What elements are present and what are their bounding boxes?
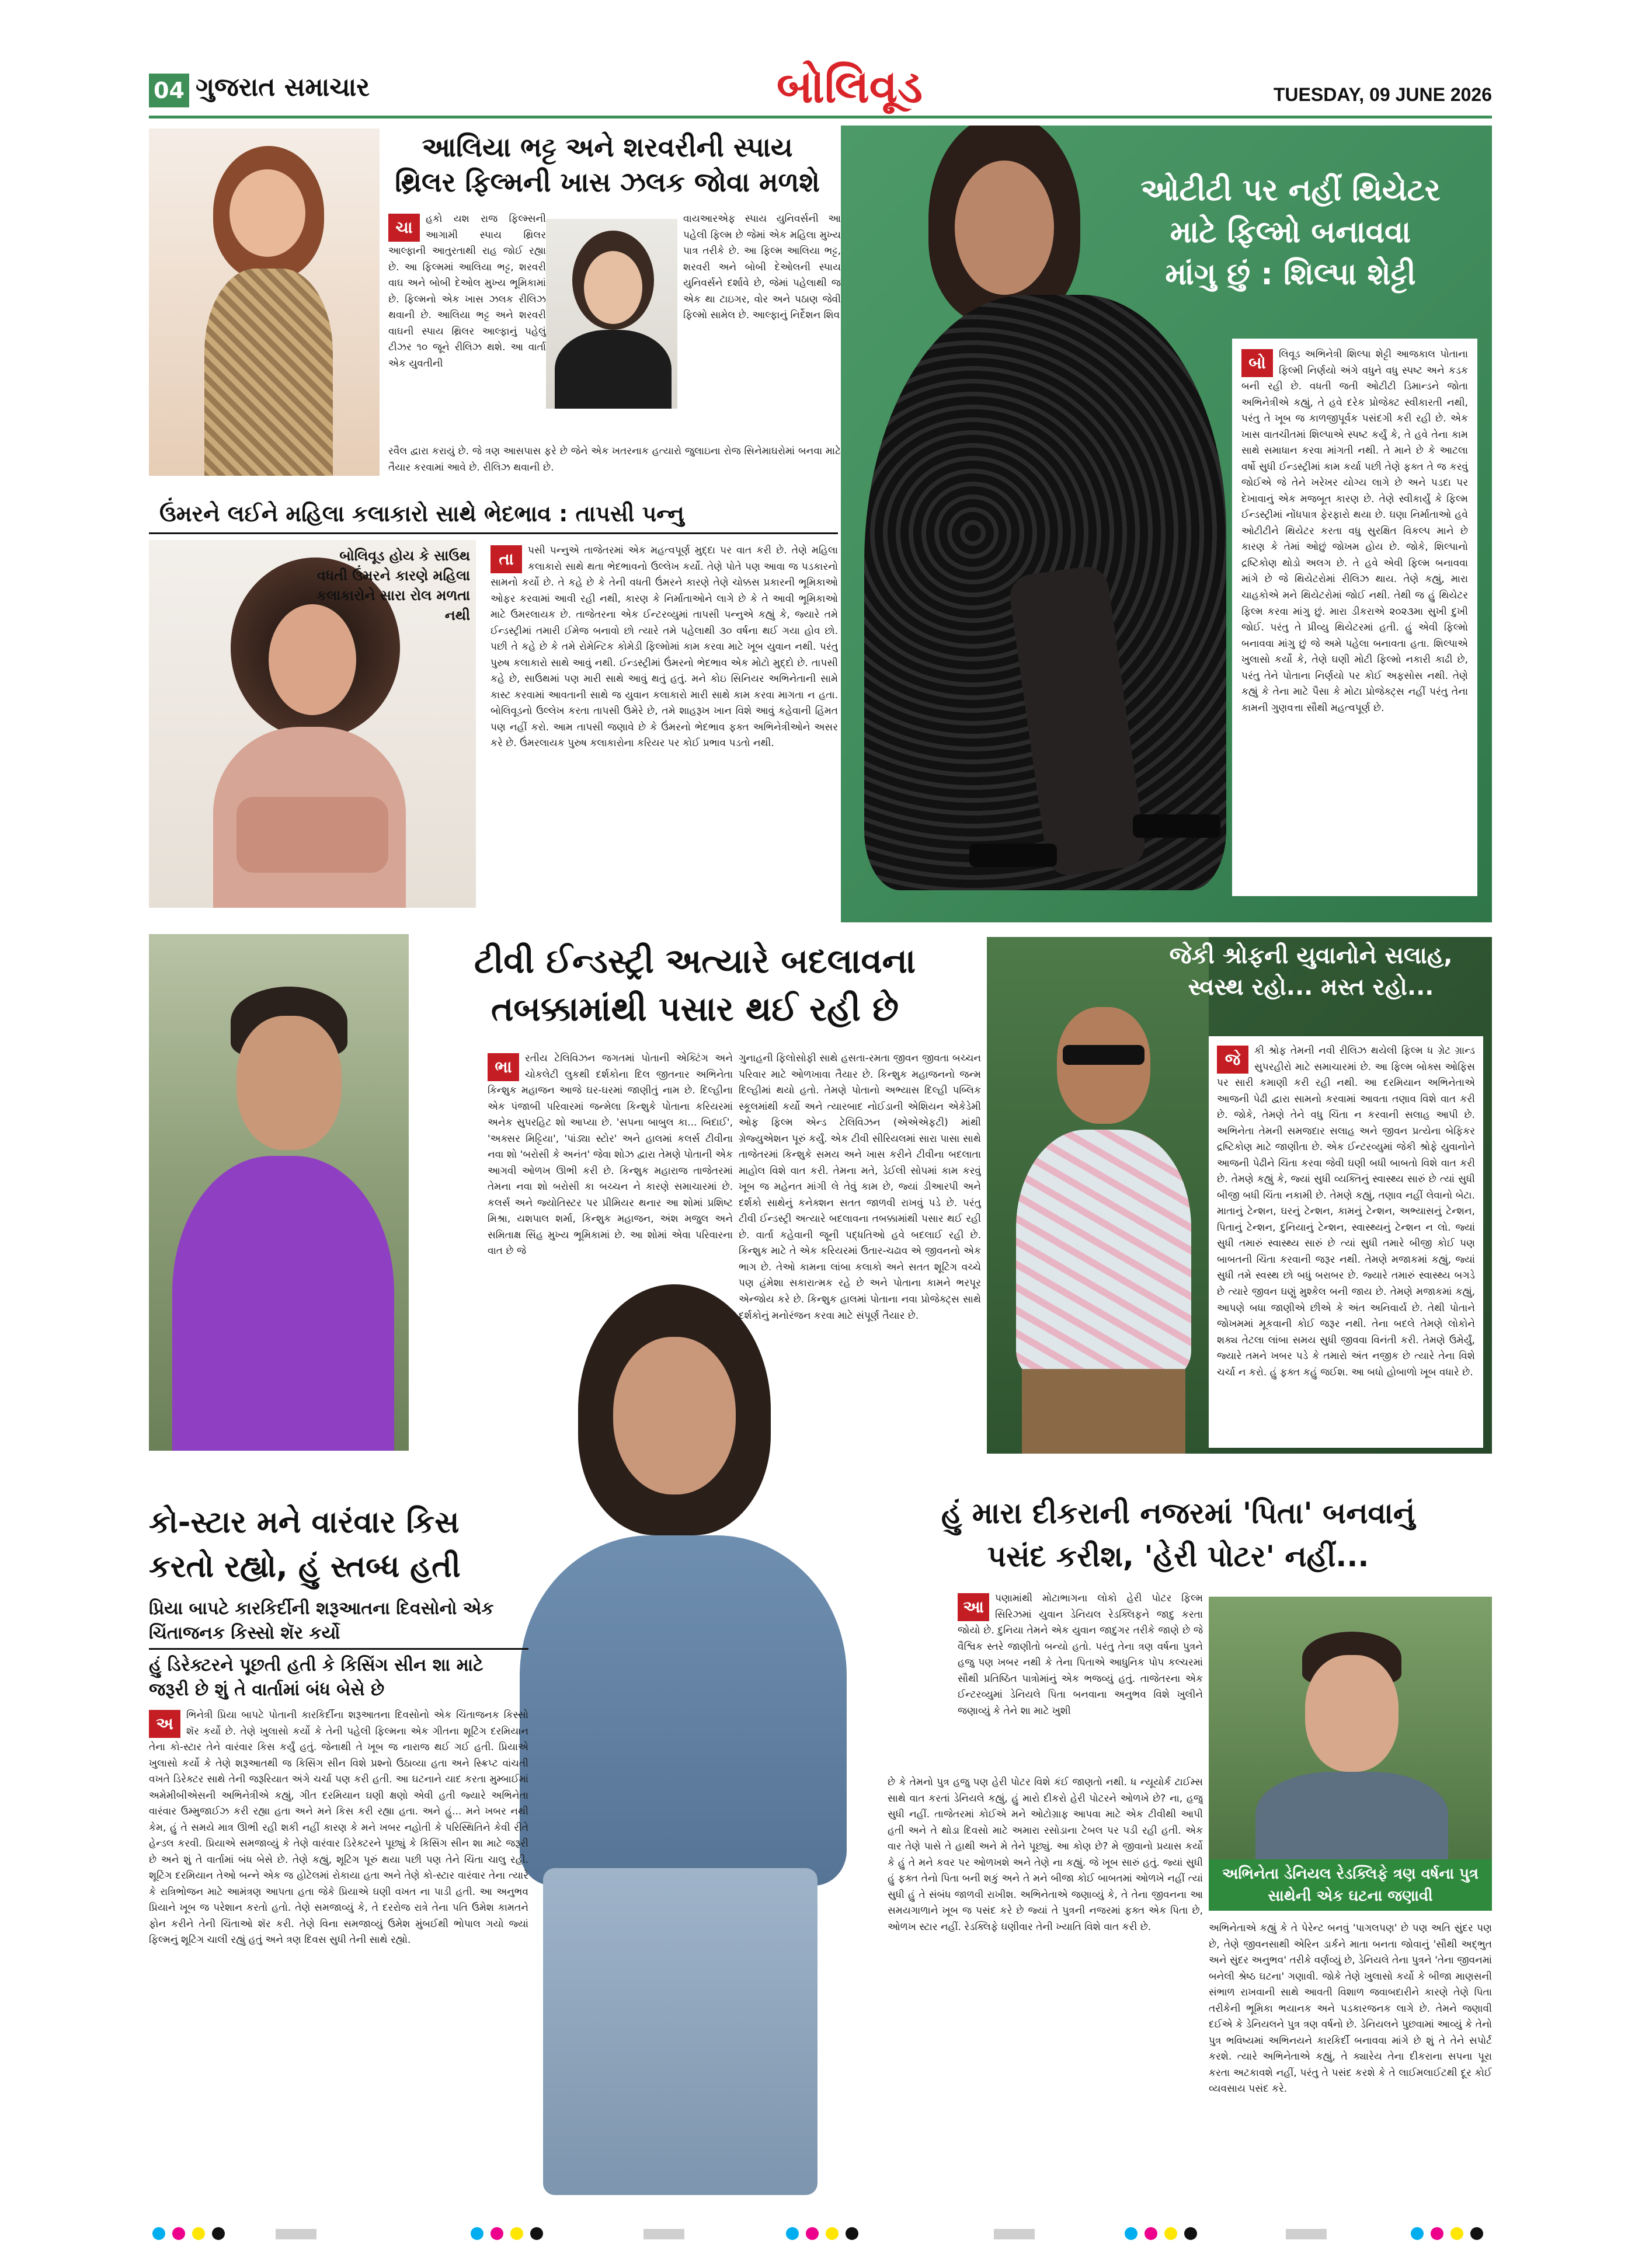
priya-headline-line2: કરતો રહ્યો, હું સ્તબ્ધ હતી [149, 1549, 461, 1584]
registration-marks-mid-left [467, 2227, 547, 2242]
alia-article-bottom [388, 444, 841, 485]
daniel-headline [864, 1492, 1492, 1578]
color-bar-4 [1285, 2229, 1328, 2242]
shilpa-article [1232, 339, 1477, 896]
registration-marks-left [149, 2227, 228, 2242]
priya-subhead: હું ડિરેક્ટરને પૂછતી હતી કે કિસિંગ સીન શા માટે જરૂરી છે શું તે વાર્તામાં બંધ બેસે છે [149, 1655, 483, 1700]
alia-body-1: હકો યશ રાજ ફિલ્મ્સની આગામી સ્પાય થ્રિલર આલ્ફાની આતુરતાથી રાહ જોઈ રહ્યા છે. આ ફિલ્મમાં આલિયા ભટ્ટ, શરવરી વાઘ અને બોબી દેઓલ મુખ્ય ભૂમિકામાં છે. ફિલ્મનો એક ખાસ ઝલક રીલિઝ થવાની છે. આલિયા ભટ્ટ અને શરવરી વાઘની સ્પાય થ્રિલર આલ્ફાનું પહેલું ટીઝર ૧૦ જૂને રીલિઝ થશે. આ વાર્તા એક યુવતીની [388, 213, 546, 370]
daniel-article-col2 [888, 1775, 1203, 2110]
daniel-dropcap: આ [958, 1593, 989, 1621]
alia-headline-line2: થ્રિલર ફિલ્મની ખાસ ઝલક જોવા મળશે [395, 166, 820, 198]
daniel-photo [1209, 1597, 1492, 1859]
priya-deck-rule [149, 1648, 528, 1650]
shilpa-body: લિવૂડ અભિનેત્રી શિલ્પા શેટ્ટી આજકાલ પોતાના ફિલ્મી નિર્ણયો અંગે વધુને વધુ સ્પષ્ટ અને કડક બની રહી છે. વધતી જતી ઓટીટી ડિમાન્ડને જોતા અભિનેત્રીએ કહ્યું, તે હવે દરેક પ્રોજેક્ટ સ્વીકારતી નથી, પરંતુ તે ખૂબ જ કાળજીપૂર્વક પસંદગી કરી રહી છે. એક ખાસ વાતચીતમાં શિલ્પાએ સ્પષ્ટ કર્યું કે, તે હવે તેના કામ સાથે સમાધાન કરવા માંગતી નથી. તે માને છે કે આટલા વર્ષો સુધી ઈન્ડસ્ટ્રીમાં કામ કર્યા પછી તેણે ફક્ત તે જ કરવું જોઈએ જે તેને ખરેખર યોગ્ય લાગે છે અને પડદા પર દેખાવાનું એક મજબૂત કારણ છે. તેણે સ્વીકાર્યું કે ફિલ્મ ઈન્ડસ્ટ્રીમાં નોંધપાત્ર ફેરફારો થયા છે. ઘણા નિર્માતાઓ હવે ઓટીટીને થિયેટર કરતા વધુ સુરક્ષિત વિકલ્પ માને છે કારણ કે તેમાં ઓછું જોખમ હોય છે. જોકે, શિલ્પાનો દ્રષ્ટિકોણ થોડો અલગ છે. તે હવે એવી ફિલ્મ બનાવવા માંગે છે જે થિયેટરોમાં રીલિઝ થાય. તેણે કહ્યું, મારા ચાહકોએ મને થિયેટરોમાં જોઈ નથી. તેથી જ હું થિયેટર ફિલ્મ કરવા માંગુ છું. મારા ડીકરાએ ૨૦૨૩મા સુખી દુખી જોઈ. પરંતુ તે પ્રીવ્યુ થિયેટરમાં હતી. હું એવી ફિલ્મો બનાવવા માંગુ છું જે અમે પહેલા બનાવતા હતા. શિલ્પાએ ખુલાસો કર્યો કે, તેણે ઘણી મોટી ફિલ્મો નકારી કાઢી છે, પરંતુ તેને પોતાના નિર્ણયો પર કોઈ અફસોસ નથી. તેણે કહ્યું કે તેના માટે પૈસા કે મોટા પ્રોજેક્ટ્સ નહીં પરંતુ તેના કામની ગુણવત્તા સૌથી મહત્વપૂર્ણ છે. [1241, 349, 1468, 714]
daniel-photo-caption: અભિનેતા ડેનિયલ રેડક્લિફે ત્રણ વર્ષના પુત્ર સાથેની એક ઘટના જણાવી [1209, 1859, 1492, 1911]
daniel-article-col1 [958, 1591, 1203, 1772]
tv-headline-line1: ટીવી ઈન્ડસ્ટ્રી અત્યારે બદલાવના [474, 941, 916, 981]
header-rule [149, 116, 1492, 119]
shilpa-headline [1104, 169, 1477, 295]
alia-article-col1 [388, 211, 546, 445]
jackie-body: કી શ્રોફ તેમની નવી રીલિઝ થયેલી ફિલ્મ ધ ગ્રેટ ગ્રાન્ડ સુપરહીરો માટે સમાચારમાં છે. આ ફિલ્મ બોક્સ ઓફિસ પર સારી કમાણી કરી રહી નથી. આ દરમિયાન અભિનેતાએ આજની પેઢી દ્વારા સામનો કરવામાં આવતા તણાવ વિશે વાત કરી છે. જોકે, તેમણે તેને વધુ ચિંતા ન કરવાની સલાહ આપી છે. અભિનેતા તેમની સમજદાર સલાહ અને જીવન પ્રત્યેના બેફિકર દ્રષ્ટિકોણ માટે જાણીતા છે. એક ઈન્ટરવ્યુમાં જેકી શ્રોફે યુવાનોને આજની પેઢીને ચિંતા કરવા જેવી ઘણી બધી બાબતો વિશે વાત કરી છે. તેમણે કહ્યું કે, જ્યાં સુધી વ્યક્તિનું સ્વાસ્થ્ય સારું છે ત્યાં સુધી બીજી બધી ચિંતા નકામી છે. તેમણે કહ્યું, તણાવ નહીં લેવાનો બેટા. માતાનું ટેન્શન, ઘરનું ટેન્શન, કામનું ટેન્શન, અભ્યાસનું ટેન્શન, પિતાનું ટેન્શન, દુનિયાનું ટેન્શન, સ્વાસ્થ્યનું ટેન્શન ન લો. જ્યાં સુધી તમારું સ્વાસ્થ્ય સારું છે ત્યાં સુધી તમારે બીજી કોઈ પણ બાબતની ચિંતા કરવાની જરૂર નથી. તેમણે મજાકમાં કહ્યું, જ્યાં સુધી તમે સ્વસ્થ છો બધું બરાબર છે. જ્યારે તમારું સ્વાસ્થ્ય બગડે છે ત્યારે જીવન ઘણું મુશ્કેલ બની જાય છે. તેમણે મજાકમાં કહ્યું, આપણે બધા જાણીએ છીએ કે અંત અનિવાર્ય છે. તેથી પોતાને જોખમમાં મૂકવાની કોઈ જરૂર નથી. તેના બદલે તેમણે લોકોને શક્ય તેટલા લાંબા સમય સુધી જીવવા વિનંતી કરી. તેમણે ઉમેર્યું, જ્યારે તમને ખબર પડે કે તમારો અંત નજીક છે ત્યારે તેના વિશે ચર્ચા ન કરો. હું ફક્ત કહું જઈશ. આ બધો હોબાળો ખૂબ વધારે છે. [1217, 1045, 1475, 1378]
taapsee-dropcap: તા [491, 545, 522, 573]
alia-headline-line1: આલિયા ભટ્ટ અને શરવરીની સ્પાય [422, 131, 793, 163]
tv-dropcap: ભા [488, 1053, 519, 1081]
kinshuk-photo [149, 934, 409, 1451]
alia-photo [546, 219, 677, 409]
issue-date: TUESDAY, 09 JUNE 2026 [1273, 84, 1492, 105]
taapsee-pull-quote: બોલિવૂડ હોય કે સાઉથ વધતી ઉંમરને કારણે મહિલા કલાકારોને સારા રોલ મળતા નથી [316, 548, 470, 623]
priya-body: ભિનેત્રી પ્રિયા બાપટે પોતાની કારકિર્દીના શરૂઆતના દિવસોનો એક ચિંતાજનક કિસ્સો શૅર કર્યો છે. તેણે ખુલાસો કર્યો કે તેની પહેલી ફિલ્મના એક ગીતના શૂટિંગ દરમિયાન તેના કો-સ્ટાર તેને વારંવાર કિસ કર્યું હતું. જેનાથી તે ખૂબ જ નારાજ થઈ ગઈ હતી. પ્રિયાએ ખુલાસો કર્યો કે તેણે શરૂઆતથી જ કિસિંગ સીન વિશે પ્રશ્નો ઉઠાવ્યા હતા અને સ્ક્રિપ્ટ વાંચતી વખતે ડિરેક્ટર સાથે તેની જરૂરિયાત અંગે ચર્ચા પણ કરી હતી. આ ઘટનાને યાદ કરતા મુમ્બાઈમાં અમેમીબીએસની અભિનેત્રીએ કહ્યું, ગીત દરમિયાન ઘણી ક્ષણો એવી હતી જ્યારે અભિનેતા વારંવાર ઉમ્મુજાઈઝ કરી રહ્યા હતા અને મને કિસ કરી રહ્યા હતા. અને હું... મને ખબર નથી કેમ, હું તે સમયે માત્ર ઊભી રહી શકી નહીં કારણ કે મને ખબર નહોતી કે પરિસ્થિતિને કેવી રીતે હેન્ડલ કરવી. પ્રિયાએ સમજાવ્યું કે તેણે વારંવાર ડિરેક્ટરને પૂછ્યું કે કિસિંગ સીન શા માટે જરૂરી છે અને શું તે વાર્તામાં બંધ બેસે છે. તેણે કહ્યું, શૂટિંગ પૂરું થયા પછી પણ તેને ચિંતા ચાલુ રહી. શૂટિંગ દરમિયાન તેઓ બન્ને એક જ હોટેલમાં રોકાયા હતા અને તેણે કો-સ્ટાર વારંવાર તેના ત્યારે કે રાત્રિભોજન માટે આમંત્રણ આપતા હતા જેકે પ્રિયાએ ઘણી વખત ના પાડી હતી. આ અનુભવ પ્રિયાને ખૂબ જ પરેશાન કરતો હતો. તેણે સમજાવ્યું કે, તે દરરોજ રાત્રે તેના પતિ ઉમેશ કામતને ફોન કરીને તેની ચિંતાઓ શૅર કરી. તેણે વિના સમજાવ્યું ઉમેશ મુંબઈથી ભોપાલ ગયો જ્યાં ફિલ્મનું શૂટિંગ ચાલી રહ્યું હતું અને ત્રણ દિવસ સુધી તેની સાથે રહ્યો. [149, 1709, 528, 1946]
tv-headline-line2: તબક્કામાંથી પસાર થઈ રહી છે [491, 989, 899, 1029]
jackie-headline-line2: સ્વસ્થ રહો... મસ્ત રહો... [1188, 974, 1434, 1001]
alia-dropcap: ચા [388, 214, 420, 242]
registration-marks-far-right [1407, 2227, 1487, 2242]
priya-deck: પ્રિયા બાપટે કારકિર્દીની શરૂઆતના દિવસોનો એક ચિંતાજનક કિસ્સો શૅર કર્યો [149, 1598, 494, 1643]
masthead [149, 61, 1492, 116]
jackie-headline-line1: જેકી શ્રોફની યુવાનોને સલાહ, [1169, 942, 1453, 969]
newspaper-name: ગુજરાત સમાચાર [196, 72, 370, 102]
color-bar-2 [642, 2229, 686, 2242]
alia-body-2: વાયઆરએફ સ્પાય યુનિવર્સની આ પહેલી ફિલ્મ છે જેમાં એક મહિલા મુખ્ય પાત્ર તરીકે છે. આ ફિલ્મ આલિયા ભટ્ટ, શરવરી અને બોબી દેઓલની સ્પાય યુનિવર્સને દર્શાવે છે, જેમાં પહેલાથી જ એક થા ટાઇગર, વોર અને પઠાણ જેવી ફિલ્મો સામેલ છે. આલ્ફાનું નિર્દેશન શિવ [683, 213, 841, 322]
tv-body-1: રતીય ટેલિવિઝન જગતમાં પોતાની એક્ટિંગ અને ચોકલેટી લુકથી દર્શકોના દિલ જીતનાર અભિનેતા કિન્શુક મહાજન આજે ઘર-ઘરમાં જાણીતું નામ છે. દિલ્હીના એક પંજાબી પરિવારમાં જન્મેલા કિન્શુકે પોતાના કરિયરમાં અનેક સુપરહિટ શો આપ્યા છે. 'સપના બાબુલ કા... બિદાઈ', 'અક્સર મિટ્ટિયા', 'પાંડ્યા સ્ટોર' અને હાલમાં કલર્સ ટીવીના નવા શો 'બરોસી કે અનંત' જેવા શોઝ દ્વારા તેમણે પોતાની એક આગવી ઓળખ ઊભી કરી છે. કિન્શુક મહારાજ તાજેતરમાં તેમના નવા શો બરોસી કા બચ્ચન ને કારણે સમાચારમાં છે. કલર્સ અને જ્યોતિસ્ટર પર પ્રીમિયર થનાર આ શોમાં પ્રશિષ્ટ મિશ્રા, યશપાલ શર્મા, કિન્શુક મહાજન, અંશ મજુલ અને સમિતાક્ષ સિંહ મુખ્ય ભૂમિકામાં છે. આ શોમાં એવા પરિવારના વાત છે જે [488, 1053, 733, 1257]
daniel-body-3: અભિનેતાએ કહ્યું કે તે પેરેન્ટ બનવું 'પાગલપણ' છે પણ અતિ સુંદર પણ છે, તેણે જીવનસાથી એરિન ડાર્કને માતા બનતા જોવાનું 'સૌથી અદ્ભુત અને સુંદર અનુભવ' તરીકે વર્ણવ્યું છે, ડેનિયલે તેના પુત્રને 'તેના જીવનમાં બનેલી શ્રેષ્ઠ ઘટના' ગણાવી. જોકે તેણે ખુલાસો કર્યો કે બીજા માણસની સંભાળ રાખવાની સાથે આવતી વિશાળ જવાબદારીને કારણે તેણે પિતા તરીકેની ભૂમિકા ભયાનક અને પડકારજનક લાગે છે. તેમને જણાવી દઈએ કે ડેનિયલને પુત્ર ત્રણ વર્ષનો છે. ડેનિયલને પુછવામાં આવ્યું કે તેનો પુત્ર ભવિષ્યમાં અભિનયને કારકિર્દી બનાવવા માંગે છે શું તે તેને સપોર્ટ કરશે. ત્યારે અભિનેતાએ કહ્યું, તે ક્યારેય તેના દીકરાના સપના પૂરા કરતા અટકાવશે નહીં, પરંતુ તે પસંદ કરશે કે તે લાઈમલાઈટથી દૂર કોઈ વ્યવસાય પસંદ કરે. [1209, 1922, 1492, 2095]
priya-article [149, 1708, 528, 2195]
alia-article-col2 [683, 211, 841, 404]
taapsee-article [491, 543, 838, 908]
taapsee-rule [149, 532, 838, 534]
daniel-headline-line2: પસંદ કરીશ, 'હેરી પોટર' નહીં... [987, 1539, 1369, 1573]
sharvari-photo [149, 128, 380, 476]
tv-headline [409, 937, 981, 1033]
tv-body-2: ગુનાહની ફિલોસોફી સાથે હસતા-રમતા જીવન જીવતા બચ્ચન પરિવાર માટે ઓળખાવા તૈયાર છે. કિન્શુક મહાજનનો જન્મ દિલ્હીમાં થયો હતો. તેમણે પોતાનો અભ્યાસ દિલ્હી પબ્લિક સ્કૂલમાંથી કર્યો અને ત્યારબાદ નોઈડાની એશિયન એકેડેમી ઓફ ફિલ્મ એન્ડ ટેલિવિઝન (એએએફટી) માંથી ગ્રેજ્યુએશન પૂરું કર્યું. એક ટીવી સીરિયલમાં સારા પાસા સાથે તાજેતરમાં કિન્શુકે સમય અને ખાસ કરીને ટીવીના બદલાતા માહોલ વિશે વાત કરી. તેમના મતે, ડેઈલી સોપમાં કામ કરવું ખૂબ જ મહેનત માંગી લે તેવું કામ છે, જ્યાં ડીઆરપી અને દર્શકો સાથેનું કનેક્શન સતત જાળવી રાખવું પડે છે. પરંતુ ટીવી ઈન્ડસ્ટ્રી અત્યારે બદલાવના તબક્કામાંથી પસાર થઈ રહી છે. વાર્તા કહેવાની જૂની પદ્ધતિઓ હવે બદલાઈ રહી છે. કિન્શુક માટે તે એક કરિયરમાં ઉતાર-ચઢાવ એ જીવનનો એક ભાગ છે. તેઓ કામના લાંબા કલાકો અને સતત શૂટિંગ વચ્ચે પણ હંમેશા સકારાત્મક રહે છે અને પોતાના કામને ભરપૂર એન્જોય કરે છે. કિન્શુક હાલમાં પોતાના નવા પ્રોજેક્ટ્સ સાથે દર્શકોનું મનોરંજન કરવા માટે સંપૂર્ણ તૈયાર છે. [739, 1053, 981, 1322]
alia-headline [380, 130, 835, 200]
daniel-article-col3 [1209, 1921, 1492, 2195]
taapsee-headline: ઉંમરને લઈને મહિલા કલાકારો સાથે ભેદભાવ : તાપસી પન્નુ [159, 501, 684, 527]
section-logo: બોલિવૂડ [776, 61, 923, 113]
priya-photo [479, 1284, 888, 2195]
priya-headline-line1: કો-સ્ટાર મને વારંવાર કિસ [149, 1505, 460, 1540]
color-bar-1 [274, 2229, 318, 2242]
shilpa-headline-line3: માંગુ છું : શિલ્પા શેટ્ટી [1165, 257, 1416, 292]
daniel-headline-line1: હું મારા દીકરાની નજરમાં 'પિતા' બનવાનું [941, 1496, 1415, 1530]
shilpa-dropcap: બો [1241, 349, 1273, 377]
taapsee-body: પસી પન્નુએ તાજેતરમાં એક મહત્વપૂર્ણ મુદ્દા પર વાત કરી છે. તેણે મહિલા કલાકારો સાથે થતા ભેદભાવનો ઉલ્લેખ કર્યો. તેણે પોતે પણ આવા જ પડકારનો સામનો કર્યો છે. તે કહે છે કે તેની વધતી ઉંમરને કારણે તેણે ચોક્કસ પ્રકારની ભૂમિકાઓ ઓફર કરવામાં આવી રહી નથી, કારણ કે નિર્માતાઓને લાગે છે કે તે આવી ભૂમિકાઓ માટે ઉમરલાયક છે. તાજેતરના એક ઈન્ટરવ્યુમાં તાપસી પન્નુએ કહ્યું કે, જ્યારે તમે ઈન્ડસ્ટ્રીમાં તમારી ઈમેજ બનાવો છો ત્યારે તમે પહેલાથી ૩૦ વર્ષના થઈ ગયા હોવ છો. પછી તે કહે છે કે તમે રોમેન્ટિક કોમેડી ફિલ્મોમાં કામ કરવા માટે ખૂબ યુવાન નથી. પરંતુ પુરુષ કલાકારો સાથે આવું નથી. ઈન્ડસ્ટ્રીમાં ઉંમરનો ભેદભાવ એક મોટો મુદ્દો છે. તાપસી કહે છે, સાઉથમાં પણ મારી સાથે આવું થતું હતું. મને કોઇ સિનિયર અભિનેતાની સામે કાસ્ટ કરવામાં આવતાની સાથે જ યુવાન કલાકારો મારી સાથે કામ કરવા માગતા ન હતા. બોલિવૂડનો ઉલ્લેખ કરતા તાપસી ઉમેરે છે, તમે શાહરૂખ ખાન વિશે આવું કહેવાની હિંમત પણ નહીં કરો. આમ તાપસી જણાવે છે કે ઉંમરનો ભેદભાવ ફક્ત અભિનેત્રીઓને અસર કરે છે. ઉંમરલાયક પુરુષ કલાકારોના કરિયર પર કોઈ પ્રભાવ પડતો નથી. [491, 545, 838, 750]
priya-dropcap: અ [149, 1710, 180, 1738]
daniel-body-2: છે કે તેમનો પુત્ર હજુ પણ હેરી પોટર વિશે કંઈ જાણતો નથી. ધ ન્યૂયોર્ક ટાઈમ્સ સાથે વાત કરતાં ડેનિયલે કહ્યું, હું મારો દીકરો હેરી પોટરને ઓળખે છે? ના, હજુ સુધી નહીં. તાજેતરમાં કોઈએ મને ઓટોગ્રાફ આપવા માટે એક ટીવીથી આપી હતી અને તે થોડા દિવસો માટે અમારા રસોડાના ટેબલ પર પડી રહી હતી. એક વાર તેણે પાસે તે હાથી અને મે તેને પૂછ્યું. આ કોણ છે? મે જીવાનો પ્રયાસ કર્યો કે હું તે મને કવર પર ઓળખશે અને તેણે ના કહ્યું. જે ખૂબ સારું હતું. જ્યાં સુધી હું ફક્ત તેનો પિતા બની શકું અને તે મને બીજા કોઈ બાબતમાં ઓળખે નહીં ત્યાં સુધી હું તે સંબંધ જાળવી રાખીશ. અભિનેતાએ જણાવ્યું કે, તે તેના જીવનના આ સમયગાળાને ખૂબ જ પસંદ કરે છે જ્યાં તે પુત્રની નજરમાં ફક્ત એક પિતા છે, ઓળખ સ્ટાર નહીં. રેડક્લિફે ઘણીવાર તેની ખ્યાતિ વિશે વાત કરી છે. [888, 1776, 1203, 1933]
daniel-body-1: પણામાંથી મોટાભાગના લોકો હેરી પોટર ફિલ્મ સિરિઝમાં યુવાન ડેનિયલ રેડક્લિફને જાદુ કરતા જોયો છે. દુનિયા તેમને એક યુવાન જાદુગર તરીકે જાણે છે જે વૈશ્વિક સ્તરે જાણીતો બન્યો હતો. પરંતુ તેના ત્રણ વર્ષના પુત્રને હજુ પણ ખબર નથી કે તેના પિતાએ આધુનિક પોપ કલ્ચરમાં સૌથી પ્રતિષ્ઠિત પાત્રોમાંનું એક ભજવ્યું હતું. તાજેતરના એક ઈન્ટરવ્યુમાં ડેનિયલે પિતા બનવાના અનુભવ વિશે ખુલીને જણાવ્યું કે તેને શા માટે ખુશી [958, 1593, 1203, 1717]
shilpa-headline-line1: ઓટીટી પર નહીં થિયેટર [1140, 173, 1441, 208]
alia-body-3: રવૈલ દ્વારા કરાયું છે. જે ત્રણ આસપાસ ફરે છે જેને એક ખતરનાક હત્યારો જુલાઇના રોજ સિનેમાઘરોમાં બનવા માટે તૈયાર કરવામાં આવે છે. રીલિઝ થવાની છે. [388, 445, 841, 473]
jackie-headline [1133, 940, 1489, 1003]
shilpa-headline-line2: માટે ફિલ્મો બનાવવા [1170, 215, 1411, 250]
jackie-article [1209, 1036, 1483, 1448]
registration-marks-mid-right [782, 2227, 862, 2242]
jackie-dropcap: જે [1217, 1046, 1248, 1074]
color-bar-3 [993, 2229, 1036, 2242]
page-number: 04 [149, 74, 189, 107]
priya-headline [149, 1500, 528, 1589]
registration-marks-right [1121, 2227, 1201, 2242]
jackie-photo [987, 937, 1209, 1454]
